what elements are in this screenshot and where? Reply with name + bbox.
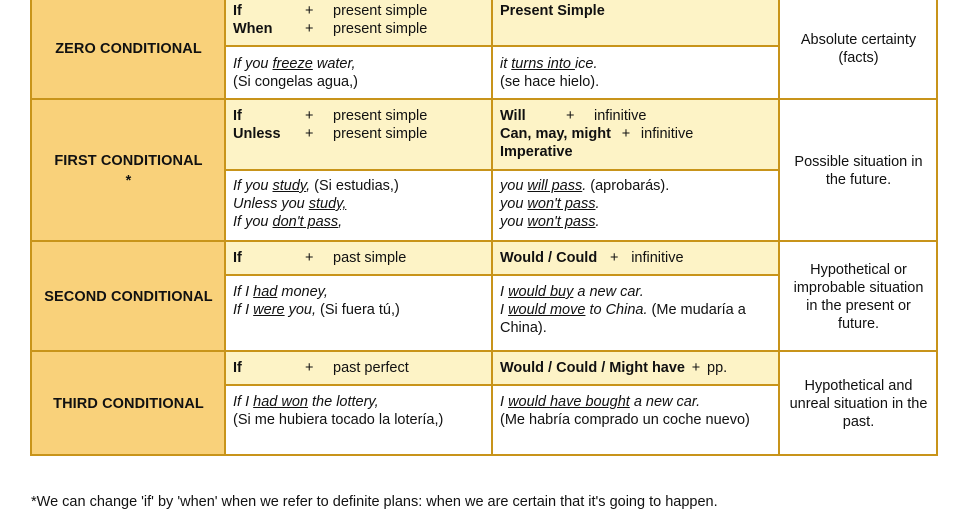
formula-text: infinitive <box>631 250 684 266</box>
table-row <box>31 99 937 170</box>
use-text: Absolute certainty (facts) <box>800 32 917 66</box>
example-text: you, <box>284 302 317 318</box>
formula-text: present simple <box>333 21 428 37</box>
example-text: If you <box>233 214 273 230</box>
example-verb: don't pass <box>272 214 339 230</box>
example-text: , <box>306 178 311 194</box>
formula-cell-result <box>492 351 779 385</box>
example-translation: (se hace hielo). <box>500 74 600 90</box>
row-label-text: FIRST CONDITIONAL <box>54 152 203 169</box>
example-text: , <box>338 214 343 230</box>
example-text: I <box>500 394 509 410</box>
plus-sign: + <box>305 108 314 124</box>
use-text: Hypothetical and unreal situation in the past. <box>789 377 928 430</box>
formula-keyword: Would / Could <box>500 250 598 266</box>
plus-sign: + <box>691 360 701 376</box>
example-cell-result <box>492 385 779 455</box>
formula-keyword: If <box>233 3 242 19</box>
formula-keyword: Present Simple <box>500 3 605 19</box>
use-cell <box>779 99 937 241</box>
example-text: If I <box>233 284 254 300</box>
formula-text: past perfect <box>333 360 409 376</box>
example-cell-if <box>225 385 492 455</box>
formula-keyword: Unless <box>233 126 281 142</box>
formula-text: present simple <box>333 108 428 124</box>
example-translation: (aprobarás). <box>586 178 670 194</box>
formula-keyword: If <box>233 108 242 124</box>
example-verb: won't pass <box>527 214 596 230</box>
row-label-third-conditional <box>31 351 225 455</box>
use-cell <box>779 351 937 455</box>
formula-cell-result <box>492 241 779 275</box>
row-label-text: SECOND CONDITIONAL <box>44 288 213 305</box>
formula-text: infinitive <box>640 126 694 142</box>
example-text: . <box>595 196 600 212</box>
formula-cell-if <box>225 99 492 170</box>
row-label-second-conditional <box>31 241 225 351</box>
plus-sign: + <box>566 108 575 124</box>
example-verb: freeze <box>272 56 313 72</box>
example-text: a new car. <box>629 394 701 410</box>
example-verb: study, <box>308 196 347 212</box>
row-label-text: THIRD CONDITIONAL <box>53 395 204 412</box>
table-row <box>31 0 937 46</box>
example-verb: had <box>253 284 278 300</box>
example-cell-if <box>225 170 492 241</box>
formula-keyword: When <box>233 21 273 37</box>
plus-sign: + <box>621 126 631 142</box>
example-verb: will pass <box>527 178 583 194</box>
example-cell-if <box>225 275 492 351</box>
example-translation: (Me mudaría a China). <box>500 302 746 336</box>
use-text: Possible situation in the future. <box>794 153 923 188</box>
example-text: ice. <box>574 56 598 72</box>
formula-cell-if <box>225 0 492 46</box>
example-cell-if <box>225 46 492 99</box>
example-verb: had won <box>253 394 308 410</box>
plus-sign: + <box>305 126 314 142</box>
formula-text: present simple <box>333 3 428 19</box>
example-text: . <box>595 214 600 230</box>
plus-sign: + <box>305 250 314 266</box>
formula-cell-if <box>225 241 492 275</box>
example-text: water, <box>312 56 356 72</box>
formula-keyword: Will <box>500 108 526 124</box>
example-text: it <box>500 56 512 72</box>
example-text: . <box>582 178 587 194</box>
example-text: If you <box>233 178 273 194</box>
example-text: money, <box>277 284 328 300</box>
example-verb: won't pass <box>527 196 596 212</box>
example-cell-result <box>492 170 779 241</box>
formula-keyword: Would / Could / Might have <box>500 360 685 376</box>
plus-sign: + <box>609 250 619 266</box>
example-cell-result <box>492 46 779 99</box>
plus-sign: + <box>305 3 314 19</box>
example-text: I <box>500 284 509 300</box>
example-cell-result <box>492 275 779 351</box>
formula-cell-result <box>492 0 779 46</box>
example-text: If I <box>233 302 254 318</box>
example-verb: would have bought <box>508 394 630 410</box>
formula-keyword: Can, may, might <box>500 126 611 142</box>
use-text: Hypothetical or improbable situation in the present or future. <box>793 261 924 332</box>
formula-cell-if <box>225 351 492 385</box>
formula-keyword: If <box>233 360 242 376</box>
formula-keyword: Imperative <box>500 144 573 160</box>
example-text: Unless you <box>233 196 309 212</box>
conditionals-table <box>30 0 938 456</box>
table-row <box>31 241 937 275</box>
formula-cell-result <box>492 99 779 170</box>
example-verb: would move <box>508 302 586 318</box>
row-label-first-conditional <box>31 99 225 241</box>
example-verb: turns into <box>511 56 575 72</box>
formula-text: pp. <box>707 360 728 376</box>
example-translation: (Si me hubiera tocado la lotería,) <box>233 412 444 428</box>
example-translation: (Si fuera tú,) <box>316 302 400 318</box>
example-text: the lottery, <box>307 394 379 410</box>
example-text: you <box>500 196 528 212</box>
plus-sign: + <box>305 21 314 37</box>
footnote: *We can change 'if' by 'when' when we refer to definite plans: when we are certain that it's going to happen. <box>31 494 718 510</box>
formula-text: infinitive <box>594 108 647 124</box>
row-label-zero-conditional <box>31 0 225 99</box>
example-text: you <box>500 214 528 230</box>
example-text: If I <box>233 394 254 410</box>
example-verb: were <box>253 302 285 318</box>
example-text: you <box>500 178 528 194</box>
use-cell <box>779 0 937 99</box>
example-verb: would buy <box>508 284 574 300</box>
example-translation: (Si estudias,) <box>310 178 399 194</box>
example-text: to China. <box>585 302 648 318</box>
example-text: I <box>500 302 509 318</box>
example-text: If you <box>233 56 273 72</box>
formula-text: past simple <box>333 250 407 266</box>
plus-sign: + <box>305 360 314 376</box>
example-verb: study <box>272 178 307 194</box>
formula-text: present simple <box>333 126 428 142</box>
asterisk-mark: * <box>125 172 132 189</box>
formula-keyword: If <box>233 250 242 266</box>
example-translation: (Me habría comprado un coche nuevo) <box>500 412 750 428</box>
row-label-text: ZERO CONDITIONAL <box>55 41 202 57</box>
use-cell <box>779 241 937 351</box>
table-row <box>31 351 937 385</box>
example-text: a new car. <box>573 284 644 300</box>
example-translation: (Si congelas agua,) <box>233 74 358 90</box>
